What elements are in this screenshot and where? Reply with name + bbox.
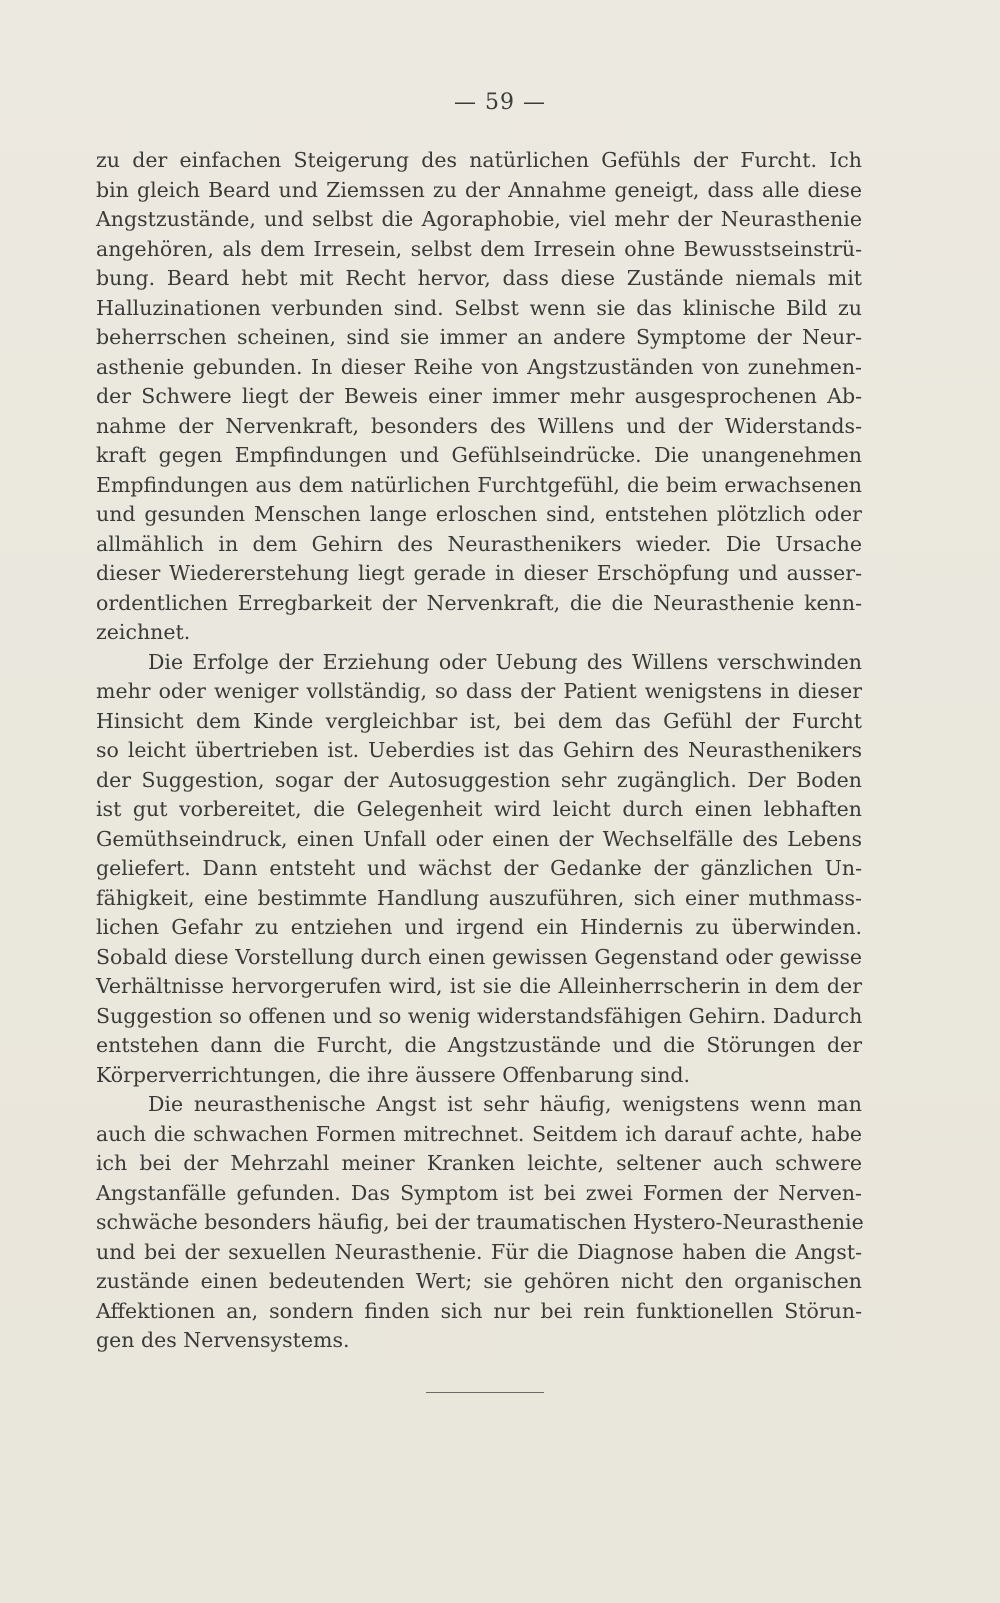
text-line: schwäche besonders häufig, bei der traumatischen Hystero-Neurasthenie	[96, 1210, 864, 1234]
text-line: beherrschen scheinen, sind sie immer an andere Symptome der Neur-	[96, 325, 862, 349]
page-number: — 59 —	[454, 90, 546, 115]
text-line: zustände einen bedeutenden Wert; sie gehören nicht den organischen	[96, 1269, 862, 1293]
text-line: Verhältnisse hervorgerufen wird, ist sie die Alleinherrscherin in dem der	[96, 974, 862, 998]
text-line: zeichnet.	[96, 620, 191, 644]
text-line: kraft gegen Empfindungen und Gefühlseindrücke. Die unangenehmen	[96, 443, 862, 467]
text-line: allmählich in dem Gehirn des Neurasthenikers wieder. Die Ursache	[96, 531, 862, 556]
text-line: Halluzinationen verbunden sind. Selbst wenn sie das klinische Bild zu	[96, 295, 862, 320]
end-rule-divider	[426, 1392, 544, 1393]
text-line: Affektionen an, sondern finden sich nur bei rein funktionellen Störun-	[96, 1298, 862, 1323]
text-line: Empfindungen aus dem natürlichen Furchtgefühl, die beim erwachsenen	[96, 472, 862, 497]
paragraph	[96, 146, 862, 648]
text-line: nahme der Nervenkraft, besonders des Willens und der Widerstands-	[96, 413, 862, 438]
text-line: Angstanfälle gefunden. Das Symptom ist bei zwei Formen der Nerven-	[96, 1180, 862, 1205]
text-line: entstehen dann die Furcht, die Angstzustände und die Störungen der	[96, 1033, 862, 1057]
text-line: dieser Wiedererstehung liegt gerade in dieser Erschöpfung und ausser-	[96, 561, 862, 585]
text-line: ordentlichen Erregbarkeit der Nervenkraft, die die Neurasthenie kenn-	[96, 590, 862, 615]
text-line: Gemüthseindruck, einen Unfall oder einen der Wechselfälle des Lebens	[96, 826, 862, 851]
text-line: fähigkeit, eine bestimmte Handlung auszuführen, sich einer muthmass-	[96, 885, 862, 910]
text-line: bung. Beard hebt mit Recht hervor, dass diese Zustände niemals mit	[96, 266, 862, 290]
text-line: und gesunden Menschen lange erloschen sind, entstehen plötzlich oder	[96, 502, 862, 526]
body-text	[96, 146, 862, 1356]
text-line: Suggestion so offenen und so wenig widerstandsfähigen Gehirn. Dadurch	[96, 1003, 863, 1028]
text-line: Angstzustände, und selbst die Agoraphobie, viel mehr der Neurasthenie	[96, 207, 862, 231]
text-line: und bei der sexuellen Neurasthenie. Für die Diagnose haben die Angst-	[96, 1239, 862, 1264]
text-line: Die neurasthenische Angst ist sehr häufig, wenigstens wenn man	[148, 1092, 862, 1116]
text-line: so leicht übertrieben ist. Ueberdies ist das Gehirn des Neurasthenikers	[96, 738, 862, 762]
text-line: der Suggestion, sogar der Autosuggestion sehr zugänglich. Der Boden	[96, 767, 862, 792]
text-line: gen des Nervensystems.	[96, 1328, 350, 1352]
text-line: asthenie gebunden. In dieser Reihe von Angstzuständen von zunehmen-	[96, 354, 862, 379]
text-line: ich bei der Mehrzahl meiner Kranken leichte, seltener auch schwere	[96, 1151, 862, 1175]
text-line: Hinsicht dem Kinde vergleichbar ist, bei dem das Gefühl der Furcht	[96, 708, 862, 733]
paragraph	[96, 648, 862, 1091]
text-line: lichen Gefahr zu entziehen und irgend ein Hindernis zu überwinden.	[96, 915, 862, 939]
text-line: Sobald diese Vorstellung durch einen gewissen Gegenstand oder gewisse	[96, 944, 862, 969]
text-line: bin gleich Beard und Ziemssen zu der Annahme geneigt, dass alle diese	[96, 177, 862, 202]
text-line: Die Erfolge der Erziehung oder Uebung des Willens verschwinden	[148, 649, 862, 674]
paragraph	[96, 1090, 862, 1356]
text-line: Körperverrichtungen, die ihre äussere Offenbarung sind.	[96, 1062, 691, 1087]
text-line: ist gut vorbereitet, die Gelegenheit wird leicht durch einen lebhaften	[96, 797, 862, 821]
text-line: zu der einfachen Steigerung des natürlichen Gefühls der Furcht. Ich	[96, 148, 862, 172]
text-line: geliefert. Dann entsteht und wächst der Gedanke der gänzlichen Un-	[96, 856, 862, 880]
text-line: der Schwere liegt der Beweis einer immer mehr ausgesprochenen Ab-	[96, 384, 862, 408]
text-line: mehr oder weniger vollständig, so dass der Patient wenigstens in dieser	[96, 679, 862, 703]
text-line: angehören, als dem Irresein, selbst dem Irresein ohne Bewusstseinstrü-	[96, 236, 862, 261]
text-line: auch die schwachen Formen mitrechnet. Seitdem ich darauf achte, habe	[96, 1121, 862, 1146]
